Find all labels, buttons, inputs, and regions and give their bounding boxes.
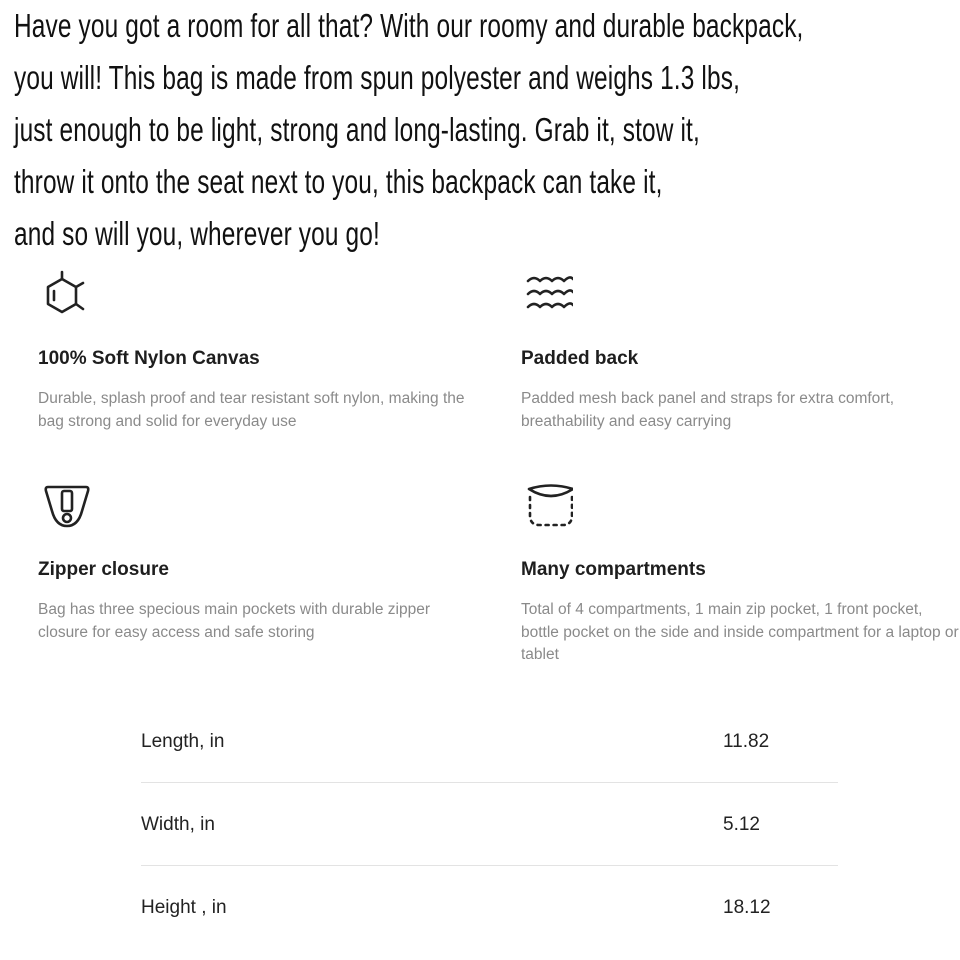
dimensions-table (141, 700, 838, 948)
table-row (141, 866, 838, 948)
spec-label: Width, in (141, 814, 215, 835)
intro-text (14, 0, 804, 260)
feature-description: Padded mesh back panel and straps for extra comfort, breathability and easy carrying (521, 390, 895, 430)
feature-title: Zipper closure (38, 559, 169, 580)
spec-label: Height , in (141, 897, 227, 918)
molecule-icon (38, 270, 90, 322)
pocket-icon (521, 481, 573, 533)
feature-description: Total of 4 compartments, 1 main zip pocket, 1 front pocket, bottle pocket on the side and inside compartment for a laptop or tablet (521, 601, 959, 663)
feature-description: Bag has three specious main pockets with durable zipper closure for easy access and safe storing (38, 601, 431, 641)
intro-line: Have you got a room for all that? With our roomy and durable backpack, (14, 7, 804, 44)
feature-title: Many compartments (521, 559, 706, 580)
table-row (141, 700, 838, 783)
feature-description: Durable, splash proof and tear resistant soft nylon, making the bag strong and solid for everyday use (38, 390, 465, 430)
feature-title: 100% Soft Nylon Canvas (38, 348, 260, 369)
intro-line: just enough to be light, strong and long-lasting. Grab it, stow it, (14, 111, 700, 148)
intro-line: and so will you, wherever you go! (14, 215, 380, 252)
spec-value: 18.12 (723, 897, 771, 918)
feature-title: Padded back (521, 348, 639, 369)
feature-padded-back (521, 270, 960, 430)
feature-nylon-canvas (38, 270, 478, 430)
zipper-icon (38, 481, 90, 533)
table-row (141, 783, 838, 866)
waves-icon (521, 270, 573, 322)
intro-line: you will! This bag is made from spun polyester and weighs 1.3 lbs, (14, 59, 740, 96)
spec-label: Length, in (141, 731, 225, 752)
feature-many-compartments (521, 481, 960, 663)
spec-value: 5.12 (723, 814, 760, 835)
feature-zipper-closure (38, 481, 478, 641)
intro-line: throw it onto the seat next to you, this backpack can take it, (14, 163, 663, 200)
spec-value: 11.82 (723, 731, 770, 752)
